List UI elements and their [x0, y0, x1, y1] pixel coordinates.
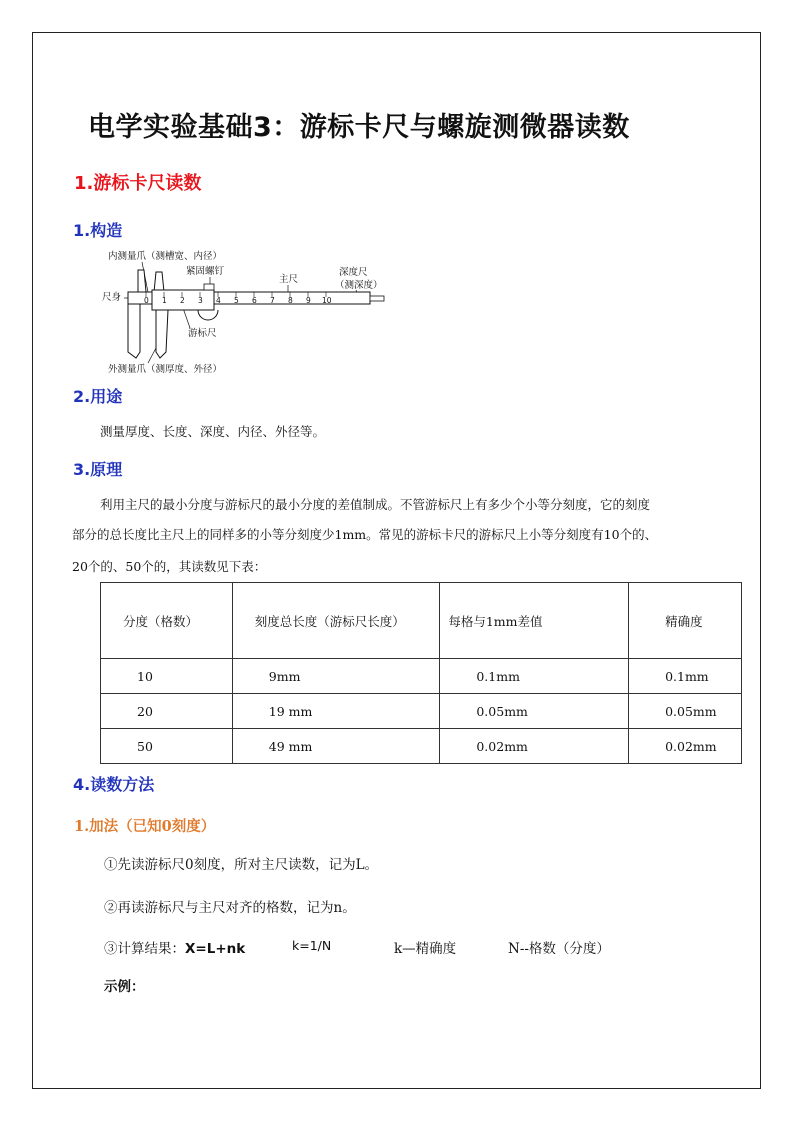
scale-number: 7: [270, 296, 275, 305]
scale-number: 3: [198, 296, 203, 305]
scale-number: 4: [216, 296, 221, 305]
structure-heading: 1.构造: [73, 221, 123, 240]
label-main-scale: 主尺: [279, 274, 299, 285]
scale-number: 6: [252, 296, 257, 305]
table-header-row: [101, 583, 742, 659]
label-depth-rod: 深度尺: [339, 267, 368, 278]
table-cell: 19 mm: [232, 694, 440, 729]
usage-heading: 2.用途: [73, 387, 123, 406]
principle-heading: 3.原理: [73, 460, 123, 479]
table-cell: 0.05mm: [629, 694, 742, 729]
label-vernier: 游标尺: [188, 328, 217, 339]
table-cell: 10: [101, 659, 233, 694]
page-title: 电学实验基础3：游标卡尺与螺旋测微器读数: [88, 112, 630, 143]
table-header-cell: 刻度总长度（游标尺长度）: [232, 583, 440, 659]
formula: X=L+nk: [185, 941, 246, 957]
table-cell: 0.1mm: [629, 659, 742, 694]
step-2: ②再读游标尺与主尺对齐的格数，记为n。: [104, 900, 356, 916]
table-cell: 49 mm: [232, 729, 440, 764]
table-header-cell: 精确度: [629, 583, 742, 659]
table-cell: 0.02mm: [629, 729, 742, 764]
table-row: [101, 659, 742, 694]
scale-number: 2: [180, 296, 185, 305]
label-depth-rod-note: （测深度）: [335, 280, 383, 291]
table-cell: 9mm: [232, 659, 440, 694]
scale-number: 8: [288, 296, 293, 305]
table-cell: 50: [101, 729, 233, 764]
vernier-caliper-diagram: [98, 248, 398, 376]
scale-number: 1: [162, 296, 167, 305]
vernier-precision-table: [100, 582, 742, 764]
scale-number: 10: [322, 296, 332, 305]
principle-line-1: 利用主尺的最小分度与游标尺的最小分度的差值制成。不管游标尺上有多少个小等分刻度，它的刻度: [100, 497, 651, 512]
example-label: 示例：: [104, 979, 145, 995]
scale-number: 9: [306, 296, 311, 305]
n-note: N--格数（分度）: [508, 941, 610, 957]
table-cell: 20: [101, 694, 233, 729]
label-body: 尺身: [102, 292, 122, 303]
section-heading-vernier: 1.游标卡尺读数: [74, 173, 202, 194]
scale-number: 5: [234, 296, 239, 305]
label-inner-jaw: 内测量爪（测槽宽、内径）: [108, 251, 223, 262]
addition-method-heading: 1.加法（已知0刻度）: [74, 818, 216, 835]
table-cell: 0.02mm: [440, 729, 629, 764]
table-row: [101, 729, 742, 764]
step-1: ①先读游标尺0刻度，所对主尺读数，记为L。: [104, 857, 379, 873]
usage-text: 测量厚度、长度、深度、内径、外径等。: [100, 424, 326, 439]
label-screw: 紧固螺钉: [186, 266, 225, 277]
table-header-cell: 分度（格数）: [101, 583, 233, 659]
k-definition: k=1/N: [292, 938, 332, 953]
step-3: [104, 937, 245, 957]
table-row: [101, 694, 742, 729]
table-cell: 0.05mm: [440, 694, 629, 729]
step-3-prefix: ③计算结果：: [104, 941, 185, 957]
table-header-cell: 每格与1mm差值: [440, 583, 629, 659]
reading-heading: 4.读数方法: [73, 775, 155, 794]
principle-line-3: 20个的、50个的，其读数见下表：: [72, 559, 267, 574]
table-cell: 0.1mm: [440, 659, 629, 694]
label-outer-jaw: 外测量爪（测厚度、外径）: [108, 364, 223, 375]
principle-line-2: 部分的总长度比主尺上的同样多的小等分刻度少1mm。常见的游标卡尺的游标尺上小等分刻度有10个的、: [72, 527, 658, 542]
scale-number: 0: [144, 296, 149, 305]
k-note: k—精确度: [394, 941, 457, 957]
